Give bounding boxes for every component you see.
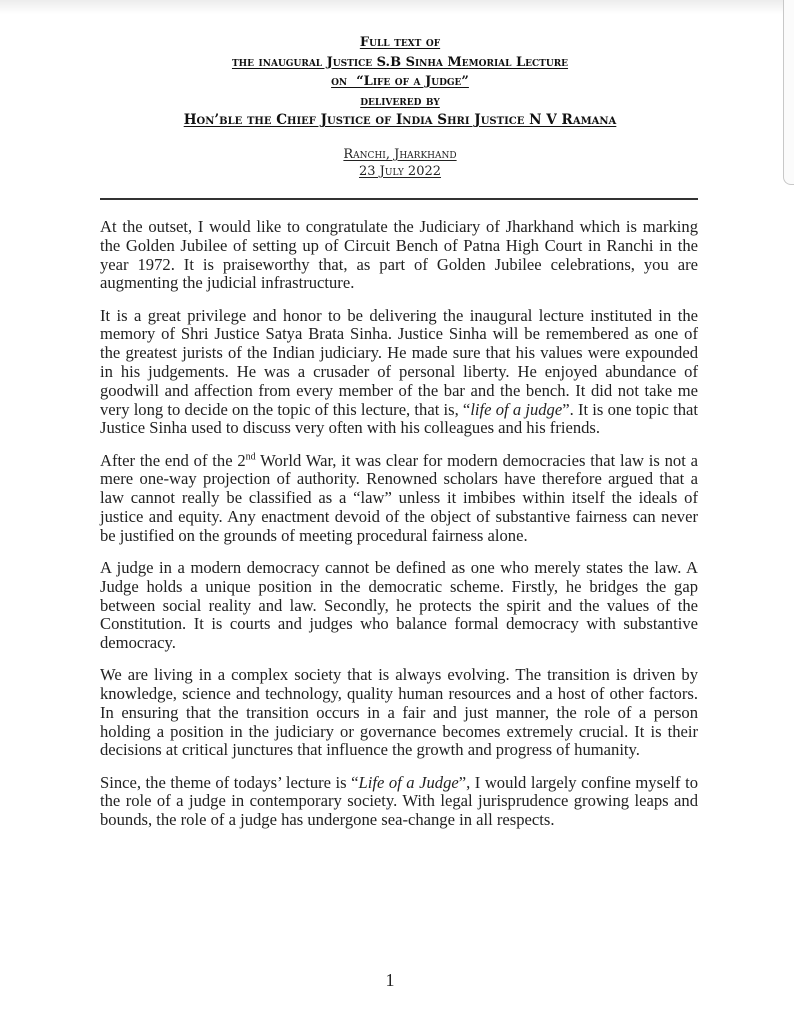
paragraph: At the outset, I would like to congratulate the Judiciary of Jharkhand which is marking the Golden Jubilee of setting up of Circuit Bench of Patna High Court in Ranchi in the year 1972. It is praiseworthy that, as part of Golden Jubilee celebrations, you are augmenting the judicial infrastructure. xyxy=(100,217,698,293)
paragraph: A judge in a modern democracy cannot be defined as one who merely states the law. A Judge holds a unique position in the democratic scheme. Firstly, he bridges the gap between social reality and law. Secondly, he protects the spirit and the values of the Constitution. It is courts and judges who balance formal democracy with substantive democracy. xyxy=(100,557,698,653)
divider xyxy=(100,198,698,200)
heading-line: delivered by xyxy=(360,93,440,109)
scrollbar[interactable] xyxy=(783,0,794,185)
date: 23 July 2022 xyxy=(358,164,442,179)
heading-line: the inaugural Justice S.B Sinha Memorial Lecture xyxy=(231,54,569,70)
document-heading xyxy=(100,33,700,131)
heading-line-speaker: Hon’ble the Chief Justice of India Shri Justice N V Ramana xyxy=(183,112,617,128)
top-shadow xyxy=(0,0,794,14)
heading-line: on “Life of a Judge” xyxy=(331,74,469,89)
venue: Ranchi, Jharkhand xyxy=(343,147,457,162)
paragraph: We are living in a complex society that is always evolving. The transition is driven by knowledge, science and technology, quality human resources and a host of other factors. In ensuring that the transition occurs in a fair and just manner, the role of a person holding a position in the judiciary or governance becomes extremely crucial. It is their decisions at critical junctures that influence the growth and progress of humanity. xyxy=(100,665,698,760)
heading-line: Full text of xyxy=(359,35,441,50)
paragraph: Since, the theme of todays’ lecture is “Life of a Judge”, I would largely confine myself to the role of a judge in contemporary society. With legal jurisprudence growing leaps and bounds, the role of a judge has undergone sea-change in all respects. xyxy=(100,772,698,830)
document-body xyxy=(100,218,698,843)
paragraph: After the end of the 2nd World War, it was clear for modern democracies that law is not a mere one-way projection of authority. Renowned scholars have therefore argued that a law cannot really be classified as a “law” unless it imbibes within itself the ideals of justice and equity. Any enactment devoid of the object of substantive fairness can never be justified on the grounds of meeting procedural fairness alone. xyxy=(100,450,698,545)
venue-date xyxy=(200,146,600,180)
paragraph: It is a great privilege and honor to be delivering the inaugural lecture instituted in the memory of Shri Justice Satya Brata Sinha. Justice Sinha will be remembered as one of the greatest jurists of the Indian judiciary. He made sure that his values were expounded in his judgements. He was a crusader of personal liberty. He enjoyed abundance of goodwill and affection from every member of the bar and the bench. It did not take me very long to decide on the topic of this lecture, that is, “life of a judge”. It is one topic that Justice Sinha used to discuss very often with his colleagues and his friends. xyxy=(100,305,699,438)
page-number: 1 xyxy=(385,970,395,990)
